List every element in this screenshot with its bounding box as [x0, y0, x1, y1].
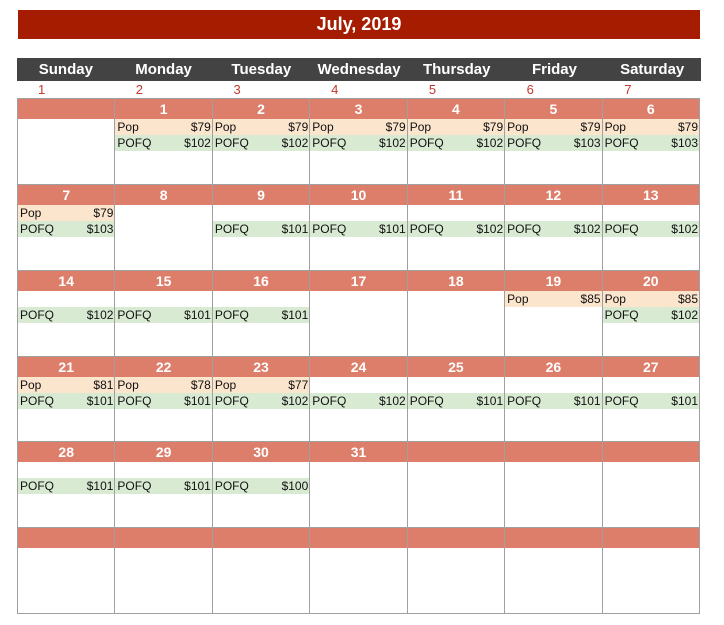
day-number: 12 — [505, 185, 601, 205]
day-cell[interactable] — [408, 357, 505, 443]
pop-price-entry — [115, 119, 211, 135]
pofq-price-entry — [603, 135, 699, 151]
entry-price: $79 — [385, 120, 406, 134]
day-cell[interactable] — [213, 357, 310, 443]
entry-label: Pop — [507, 120, 529, 134]
column-number: 6 — [526, 82, 534, 97]
empty-entry — [18, 462, 114, 478]
day-number — [603, 528, 699, 548]
entry-price: $102 — [86, 307, 114, 322]
empty-entry — [408, 377, 504, 393]
pop-price-entry — [505, 291, 601, 307]
day-cell[interactable] — [505, 442, 602, 528]
entry-price: $77 — [288, 377, 309, 392]
pofq-price-entry — [18, 478, 114, 494]
day-number: 2 — [213, 99, 309, 119]
day-cell[interactable] — [505, 271, 602, 357]
entry-label: POFQ — [604, 307, 639, 322]
entry-label: POFQ — [214, 479, 249, 494]
day-cell[interactable] — [115, 357, 212, 443]
day-cell[interactable] — [603, 442, 700, 528]
empty-entry — [115, 462, 211, 478]
column-number: 5 — [428, 82, 437, 97]
entry-price: $79 — [190, 120, 211, 134]
day-cell[interactable] — [115, 271, 212, 357]
pofq-price-entry — [310, 221, 406, 237]
pofq-price-entry — [115, 135, 211, 151]
pop-price-entry — [603, 119, 699, 135]
pofq-price-entry — [408, 221, 504, 237]
pofq-price-entry — [213, 393, 309, 409]
entry-label: Pop — [507, 291, 529, 306]
day-number: 30 — [213, 442, 309, 462]
entry-price: $101 — [281, 307, 309, 322]
day-cell[interactable] — [115, 528, 212, 614]
day-number — [18, 528, 114, 548]
day-cell[interactable] — [18, 99, 115, 185]
day-cell[interactable] — [505, 99, 602, 185]
entry-price: $101 — [671, 393, 698, 408]
pofq-price-entry — [18, 393, 114, 409]
day-cell[interactable] — [310, 357, 407, 443]
entry-label: POFQ — [507, 221, 542, 236]
entry-price: $103 — [671, 136, 698, 150]
day-cell[interactable] — [603, 185, 700, 271]
entry-price: $101 — [379, 221, 406, 236]
day-cell[interactable] — [213, 528, 310, 614]
entry-price: $102 — [281, 136, 309, 150]
column-number-row — [17, 82, 701, 98]
pofq-price-entry — [213, 135, 309, 151]
pofq-price-entry — [310, 135, 406, 151]
entry-label: POFQ — [214, 221, 249, 236]
entry-price: $85 — [580, 291, 601, 306]
entry-price: $101 — [184, 307, 211, 322]
entry-price: $79 — [677, 120, 698, 134]
day-number — [408, 528, 504, 548]
day-number: 24 — [310, 357, 406, 377]
empty-entry — [505, 205, 601, 221]
calendar-grid — [17, 98, 700, 614]
day-cell[interactable] — [115, 185, 212, 271]
entry-label: POFQ — [507, 393, 542, 408]
entry-label: Pop — [20, 205, 42, 220]
day-number: 23 — [213, 357, 309, 377]
day-cell[interactable] — [213, 442, 310, 528]
day-number: 16 — [213, 271, 309, 291]
entry-price: $102 — [281, 393, 309, 408]
day-number: 25 — [408, 357, 504, 377]
entry-label: Pop — [604, 291, 626, 306]
calendar-title: July, 2019 — [18, 10, 700, 39]
day-cell[interactable] — [18, 185, 115, 271]
entry-price: $101 — [184, 479, 211, 494]
day-cell[interactable] — [310, 271, 407, 357]
entry-price: $102 — [671, 307, 698, 322]
entry-price: $79 — [483, 120, 504, 134]
empty-entry — [213, 205, 309, 221]
day-number: 29 — [115, 442, 211, 462]
weekday-header-wednesday: Wednesday — [317, 61, 401, 78]
entry-label: POFQ — [604, 393, 639, 408]
pofq-price-entry — [408, 135, 504, 151]
day-number — [213, 528, 309, 548]
empty-entry — [115, 291, 211, 307]
entry-label: POFQ — [312, 136, 347, 150]
entry-label: POFQ — [312, 221, 347, 236]
day-number: 5 — [505, 99, 601, 119]
day-cell[interactable] — [603, 528, 700, 614]
entry-price: $102 — [379, 393, 406, 408]
empty-entry — [603, 377, 699, 393]
entry-price: $101 — [86, 393, 114, 408]
entry-price: $103 — [86, 221, 114, 236]
entry-label: POFQ — [409, 221, 444, 236]
day-number: 15 — [115, 271, 211, 291]
day-number — [115, 528, 211, 548]
entry-label: POFQ — [604, 136, 639, 150]
entry-label: Pop — [117, 377, 139, 392]
day-cell[interactable] — [18, 357, 115, 443]
column-number: 7 — [624, 82, 632, 97]
entry-price: $101 — [184, 393, 211, 408]
entry-price: $102 — [476, 136, 504, 150]
weekday-header-sunday: Sunday — [38, 61, 93, 78]
day-number: 6 — [603, 99, 699, 119]
day-number: 19 — [505, 271, 601, 291]
day-cell[interactable] — [603, 99, 700, 185]
day-cell[interactable] — [310, 185, 407, 271]
day-number: 9 — [213, 185, 309, 205]
day-cell[interactable] — [310, 99, 407, 185]
day-cell[interactable] — [408, 99, 505, 185]
day-cell[interactable] — [213, 185, 310, 271]
weekday-header-friday: Friday — [531, 61, 577, 78]
column-number: 1 — [38, 82, 46, 97]
day-number: 1 — [115, 99, 211, 119]
pofq-price-entry — [18, 307, 114, 323]
day-number: 10 — [310, 185, 406, 205]
entry-price: $79 — [580, 120, 601, 134]
day-cell[interactable] — [18, 271, 115, 357]
entry-label: POFQ — [20, 393, 55, 408]
pofq-price-entry — [18, 221, 114, 237]
entry-price: $85 — [677, 291, 698, 306]
day-number: 7 — [18, 185, 114, 205]
entry-label: POFQ — [409, 136, 444, 150]
pop-price-entry — [310, 119, 406, 135]
entry-label: POFQ — [214, 307, 249, 322]
entry-label: POFQ — [20, 307, 55, 322]
pofq-price-entry — [115, 393, 211, 409]
day-cell[interactable] — [115, 99, 212, 185]
entry-label: POFQ — [117, 136, 152, 150]
entry-price: $78 — [190, 377, 211, 392]
day-number: 20 — [603, 271, 699, 291]
day-number — [505, 528, 601, 548]
pofq-price-entry — [115, 478, 211, 494]
pofq-price-entry — [408, 393, 504, 409]
pofq-price-entry — [505, 393, 601, 409]
day-number: 4 — [408, 99, 504, 119]
day-number: 13 — [603, 185, 699, 205]
pop-price-entry — [213, 377, 309, 393]
entry-label: POFQ — [409, 393, 444, 408]
pofq-price-entry — [505, 221, 601, 237]
day-number — [505, 442, 601, 462]
pop-price-entry — [18, 377, 114, 393]
entry-price: $100 — [281, 479, 309, 494]
pop-price-entry — [408, 119, 504, 135]
entry-label: POFQ — [214, 393, 249, 408]
day-cell[interactable] — [408, 185, 505, 271]
day-number: 11 — [408, 185, 504, 205]
entry-price: $103 — [573, 136, 601, 150]
pop-price-entry — [115, 377, 211, 393]
entry-price: $102 — [184, 136, 211, 150]
entry-price: $79 — [93, 205, 114, 220]
day-cell[interactable] — [408, 442, 505, 528]
entry-price: $79 — [288, 120, 309, 134]
pofq-price-entry — [213, 307, 309, 323]
day-number: 8 — [115, 185, 211, 205]
day-cell[interactable] — [310, 528, 407, 614]
empty-entry — [603, 205, 699, 221]
pofq-price-entry — [603, 393, 699, 409]
day-cell[interactable] — [505, 528, 602, 614]
day-number: 22 — [115, 357, 211, 377]
day-cell[interactable] — [408, 271, 505, 357]
empty-entry — [213, 462, 309, 478]
day-number: 28 — [18, 442, 114, 462]
day-number: 17 — [310, 271, 406, 291]
empty-entry — [213, 291, 309, 307]
day-cell[interactable] — [505, 185, 602, 271]
entry-price: $102 — [379, 136, 406, 150]
weekday-header-saturday: Saturday — [620, 61, 685, 78]
entry-price: $101 — [573, 393, 601, 408]
column-number: 4 — [331, 82, 339, 97]
column-number: 2 — [135, 82, 143, 97]
pop-price-entry — [505, 119, 601, 135]
entry-label: POFQ — [20, 479, 55, 494]
day-number: 18 — [408, 271, 504, 291]
weekday-header-row — [17, 58, 701, 81]
entry-label: Pop — [20, 377, 42, 392]
empty-entry — [18, 291, 114, 307]
day-number — [310, 528, 406, 548]
day-number — [603, 442, 699, 462]
entry-price: $102 — [476, 221, 504, 236]
empty-entry — [408, 205, 504, 221]
entry-label: POFQ — [117, 393, 152, 408]
pofq-price-entry — [213, 478, 309, 494]
entry-label: POFQ — [117, 479, 152, 494]
day-number — [18, 99, 114, 119]
entry-label: POFQ — [20, 221, 55, 236]
entry-label: Pop — [214, 377, 237, 392]
entry-label: Pop — [214, 120, 237, 134]
pofq-price-entry — [115, 307, 211, 323]
day-number: 14 — [18, 271, 114, 291]
pofq-price-entry — [310, 393, 406, 409]
pop-price-entry — [213, 119, 309, 135]
weekday-header-tuesday: Tuesday — [231, 61, 292, 78]
entry-label: POFQ — [507, 136, 542, 150]
day-number: 21 — [18, 357, 114, 377]
day-number — [408, 442, 504, 462]
entry-label: Pop — [604, 120, 626, 134]
pop-price-entry — [18, 205, 114, 221]
entry-label: POFQ — [117, 307, 152, 322]
entry-price: $102 — [671, 221, 698, 236]
entry-label: POFQ — [214, 136, 249, 150]
day-number: 31 — [310, 442, 406, 462]
empty-entry — [505, 377, 601, 393]
day-cell[interactable] — [408, 528, 505, 614]
day-number: 3 — [310, 99, 406, 119]
entry-price: $102 — [573, 221, 601, 236]
day-cell[interactable] — [603, 357, 700, 443]
day-cell[interactable] — [505, 357, 602, 443]
entry-label: Pop — [117, 120, 139, 134]
entry-price: $101 — [281, 221, 309, 236]
empty-entry — [310, 377, 406, 393]
entry-label: Pop — [409, 120, 432, 134]
weekday-header-monday: Monday — [135, 61, 192, 78]
entry-label: POFQ — [312, 393, 347, 408]
day-cell[interactable] — [18, 442, 115, 528]
day-cell[interactable] — [310, 442, 407, 528]
empty-entry — [310, 205, 406, 221]
day-number: 27 — [603, 357, 699, 377]
pofq-price-entry — [213, 221, 309, 237]
entry-price: $101 — [476, 393, 504, 408]
column-number: 3 — [233, 82, 241, 97]
pofq-price-entry — [603, 307, 699, 323]
day-cell[interactable] — [603, 271, 700, 357]
entry-price: $101 — [86, 479, 114, 494]
entry-price: $81 — [93, 377, 114, 392]
entry-label: Pop — [312, 120, 334, 134]
day-number: 26 — [505, 357, 601, 377]
pofq-price-entry — [603, 221, 699, 237]
day-cell[interactable] — [18, 528, 115, 614]
day-cell[interactable] — [115, 442, 212, 528]
pofq-price-entry — [505, 135, 601, 151]
entry-label: POFQ — [604, 221, 639, 236]
pop-price-entry — [603, 291, 699, 307]
weekday-header-thursday: Thursday — [422, 61, 491, 78]
day-cell[interactable] — [213, 271, 310, 357]
day-cell[interactable] — [213, 99, 310, 185]
